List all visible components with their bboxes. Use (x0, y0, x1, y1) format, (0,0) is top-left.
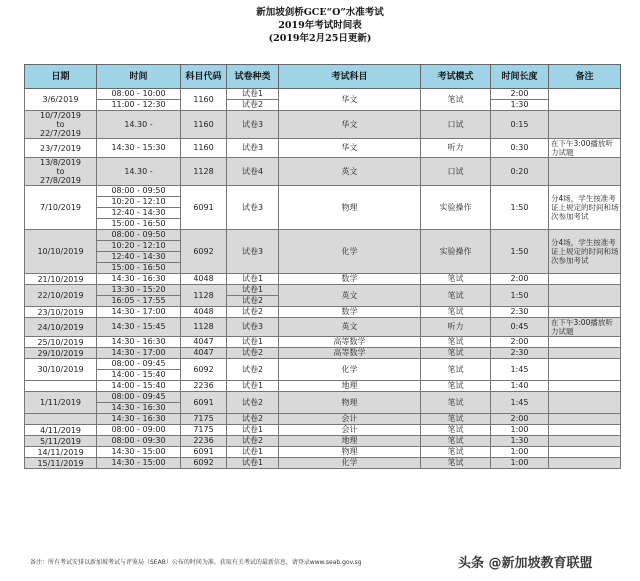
cell-paper: 试卷1 (227, 447, 279, 458)
table-row (25, 285, 621, 296)
cell-time: 14:30 - 15:00 (97, 458, 181, 469)
cell-note: 在下午3:00播放听力试题 (549, 139, 621, 158)
cell-date: 14/11/2019 (25, 447, 97, 458)
cell-code: 6092 (181, 230, 227, 274)
cell-paper: 试卷3 (227, 318, 279, 337)
cell-duration: 1:50 (491, 230, 549, 274)
schedule-title: 新加坡剑桥GCE“O”水准考试 (256, 7, 384, 18)
cell-mode: 口试 (421, 111, 491, 139)
cell-subject: 华文 (279, 139, 421, 158)
cell-date: 22/10/2019 (25, 285, 97, 307)
cell-code: 1160 (181, 111, 227, 139)
cell-time: 14.30 - (97, 158, 181, 186)
cell-mode: 实验操作 (421, 230, 491, 274)
cell-note (549, 89, 621, 111)
cell-subject: 物理 (279, 186, 421, 230)
cell-paper: 试卷1 (227, 458, 279, 469)
cell-paper: 试卷2 (227, 348, 279, 359)
table-row (25, 381, 621, 392)
cell-note (549, 307, 621, 318)
cell-subject: 会计 (279, 414, 421, 425)
cell-duration: 2:00 (491, 274, 549, 285)
cell-paper: 试卷2 (227, 296, 279, 307)
cell-paper: 试卷1 (227, 89, 279, 100)
cell-paper: 试卷3 (227, 230, 279, 274)
cell-note (549, 274, 621, 285)
cell-duration: 1:30 (491, 436, 549, 447)
cell-code: 6092 (181, 359, 227, 381)
cell-subject: 高等数学 (279, 337, 421, 348)
cell-subject: 化学 (279, 230, 421, 274)
cell-subject: 物理 (279, 392, 421, 414)
cell-date: 3/6/2019 (25, 89, 97, 111)
cell-time: 16:05 - 17:55 (97, 296, 181, 307)
cell-mode: 笔试 (421, 89, 491, 111)
cell-note: 在下午3:00播放听力试题 (549, 318, 621, 337)
cell-date: 21/10/2019 (25, 274, 97, 285)
cell-mode: 笔试 (421, 307, 491, 318)
cell-note (549, 337, 621, 348)
cell-code: 1128 (181, 158, 227, 186)
cell-duration: 1:50 (491, 285, 549, 307)
cell-duration: 1:40 (491, 381, 549, 392)
cell-mode: 笔试 (421, 337, 491, 348)
table-row (25, 436, 621, 447)
table-row (25, 307, 621, 318)
cell-note (549, 436, 621, 447)
cell-subject: 英文 (279, 318, 421, 337)
table-row (25, 414, 621, 425)
cell-time: 14:30 - 15:30 (97, 139, 181, 158)
cell-paper: 试卷2 (227, 100, 279, 111)
cell-code: 4047 (181, 337, 227, 348)
cell-paper: 试卷1 (227, 285, 279, 296)
cell-note (549, 111, 621, 139)
table-row (25, 458, 621, 469)
table-row (25, 186, 621, 197)
cell-duration: 2:30 (491, 307, 549, 318)
table-row (25, 318, 621, 337)
cell-code: 7175 (181, 425, 227, 436)
cell-duration: 1:00 (491, 458, 549, 469)
cell-subject: 地理 (279, 381, 421, 392)
table-row (25, 392, 621, 403)
table-row (25, 425, 621, 436)
exam-schedule-table (24, 64, 621, 469)
cell-subject: 英文 (279, 158, 421, 186)
cell-note (549, 447, 621, 458)
cell-time: 13:30 - 15:20 (97, 285, 181, 296)
cell-time: 14:30 - 16:30 (97, 414, 181, 425)
cell-date: 10/10/2019 (25, 230, 97, 274)
cell-code: 1128 (181, 318, 227, 337)
col-header-mode: 考试模式 (421, 65, 491, 89)
cell-mode: 实验操作 (421, 186, 491, 230)
cell-date: 25/10/2019 (25, 337, 97, 348)
cell-subject: 英文 (279, 285, 421, 307)
watermark: 头条 @新加坡教育联盟 (458, 556, 593, 571)
cell-date: 15/11/2019 (25, 458, 97, 469)
cell-mode: 听力 (421, 318, 491, 337)
cell-duration: 0:20 (491, 158, 549, 186)
cell-subject: 化学 (279, 458, 421, 469)
cell-date: 23/7/2019 (25, 139, 97, 158)
cell-duration: 1:45 (491, 359, 549, 381)
cell-time: 15:00 - 16:50 (97, 219, 181, 230)
cell-time: 08:00 - 09:30 (97, 436, 181, 447)
cell-date: 10/7/2019 to 22/7/2019 (25, 111, 97, 139)
cell-date: 4/11/2019 (25, 425, 97, 436)
cell-paper: 试卷1 (227, 381, 279, 392)
col-header-date: 日期 (25, 65, 97, 89)
cell-code: 7175 (181, 414, 227, 425)
cell-duration: 1:00 (491, 425, 549, 436)
cell-date: 30/10/2019 (25, 359, 97, 381)
cell-duration: 0:45 (491, 318, 549, 337)
cell-date: 1/11/2019 (25, 392, 97, 414)
cell-paper: 试卷1 (227, 425, 279, 436)
cell-time: 14:30 - 15:00 (97, 447, 181, 458)
table-row (25, 348, 621, 359)
cell-duration: 1:45 (491, 392, 549, 414)
cell-duration: 1:00 (491, 447, 549, 458)
cell-mode: 笔试 (421, 285, 491, 307)
cell-note (549, 425, 621, 436)
cell-duration: 0:15 (491, 111, 549, 139)
cell-date: 23/10/2019 (25, 307, 97, 318)
cell-duration: 2:00 (491, 414, 549, 425)
cell-code: 6092 (181, 458, 227, 469)
cell-note (549, 392, 621, 414)
table-row (25, 359, 621, 370)
cell-subject: 高等数学 (279, 348, 421, 359)
cell-time: 14:30 - 17:00 (97, 307, 181, 318)
col-header-code: 科目代码 (181, 65, 227, 89)
cell-mode: 笔试 (421, 458, 491, 469)
cell-date: 29/10/2019 (25, 348, 97, 359)
cell-code: 2236 (181, 436, 227, 447)
cell-duration: 0:30 (491, 139, 549, 158)
cell-code: 2236 (181, 381, 227, 392)
cell-time: 14:30 - 16:30 (97, 274, 181, 285)
cell-duration: 2:00 (491, 337, 549, 348)
cell-code: 4048 (181, 307, 227, 318)
cell-time: 14:30 - 15:45 (97, 318, 181, 337)
cell-date: 13/8/2019 to 27/8/2019 (25, 158, 97, 186)
cell-subject: 数学 (279, 307, 421, 318)
cell-time: 08:00 - 10:00 (97, 89, 181, 100)
table-row (25, 158, 621, 186)
cell-time: 08:00 - 09:50 (97, 186, 181, 197)
cell-time: 08:00 - 09:45 (97, 359, 181, 370)
cell-time: 12:40 - 14:30 (97, 208, 181, 219)
cell-paper: 试卷2 (227, 359, 279, 381)
table-header-row (25, 65, 621, 89)
cell-code: 6091 (181, 392, 227, 414)
cell-code: 4047 (181, 348, 227, 359)
cell-note (549, 348, 621, 359)
table-row (25, 111, 621, 139)
cell-mode: 笔试 (421, 425, 491, 436)
cell-time: 14:00 - 15:40 (97, 381, 181, 392)
cell-note (549, 158, 621, 186)
cell-mode: 笔试 (421, 447, 491, 458)
cell-paper: 试卷3 (227, 111, 279, 139)
cell-subject: 物理 (279, 447, 421, 458)
col-header-time: 时间 (97, 65, 181, 89)
cell-mode: 笔试 (421, 348, 491, 359)
cell-subject: 华文 (279, 111, 421, 139)
cell-code: 6091 (181, 447, 227, 458)
cell-paper: 试卷2 (227, 392, 279, 414)
cell-time: 12:40 - 14:30 (97, 252, 181, 263)
cell-note (549, 458, 621, 469)
table-body (25, 89, 621, 469)
cell-note (549, 285, 621, 307)
cell-time: 10:20 - 12:10 (97, 241, 181, 252)
cell-date: 5/11/2019 (25, 436, 97, 447)
cell-code: 1128 (181, 285, 227, 307)
cell-subject: 地理 (279, 436, 421, 447)
schedule-header (0, 6, 640, 45)
cell-duration: 2:00 (491, 89, 549, 100)
table-row (25, 139, 621, 158)
cell-mode: 笔试 (421, 359, 491, 381)
cell-mode: 笔试 (421, 392, 491, 414)
cell-time: 14:30 - 17:00 (97, 348, 181, 359)
cell-time: 15:00 - 16:50 (97, 263, 181, 274)
cell-time: 14.30 - (97, 111, 181, 139)
table-row (25, 447, 621, 458)
col-header-subject: 考试科目 (279, 65, 421, 89)
cell-time: 14:30 - 16:30 (97, 403, 181, 414)
cell-code: 6091 (181, 186, 227, 230)
cell-subject: 数学 (279, 274, 421, 285)
cell-code: 4048 (181, 274, 227, 285)
cell-subject: 会计 (279, 425, 421, 436)
cell-date: 24/10/2019 (25, 318, 97, 337)
cell-time: 14:30 - 16:30 (97, 337, 181, 348)
col-header-note: 备注 (549, 65, 621, 89)
table-row (25, 274, 621, 285)
cell-mode: 笔试 (421, 436, 491, 447)
cell-paper: 试卷3 (227, 186, 279, 230)
cell-mode: 口试 (421, 158, 491, 186)
cell-mode: 听力 (421, 139, 491, 158)
cell-mode: 笔试 (421, 274, 491, 285)
cell-time: 11:00 - 12:30 (97, 100, 181, 111)
cell-date (25, 381, 97, 392)
cell-mode: 笔试 (421, 381, 491, 392)
cell-note: 分4场，学生按准考证上规定的时间和场次参加考试 (549, 186, 621, 230)
cell-note: 分4场，学生按准考证上规定的时间和场次参加考试 (549, 230, 621, 274)
cell-date: 7/10/2019 (25, 186, 97, 230)
cell-duration: 1:30 (491, 100, 549, 111)
cell-note (549, 359, 621, 381)
cell-time: 08:00 - 09:45 (97, 392, 181, 403)
cell-paper: 试卷2 (227, 414, 279, 425)
table-row (25, 337, 621, 348)
schedule-updated: (2019年2月25日更新) (268, 33, 372, 44)
schedule-subtitle: 2019年考试时间表 (278, 20, 362, 31)
table-row (25, 230, 621, 241)
cell-time: 08:00 - 09:00 (97, 425, 181, 436)
cell-time: 08:00 - 09:50 (97, 230, 181, 241)
cell-mode: 笔试 (421, 414, 491, 425)
cell-duration: 2:30 (491, 348, 549, 359)
cell-note (549, 381, 621, 392)
cell-time: 14:00 - 15:40 (97, 370, 181, 381)
cell-paper: 试卷3 (227, 139, 279, 158)
cell-code: 1160 (181, 139, 227, 158)
col-header-paper: 试卷种类 (227, 65, 279, 89)
table-row (25, 89, 621, 100)
cell-note (549, 414, 621, 425)
cell-code: 1160 (181, 89, 227, 111)
cell-time: 10:20 - 12:10 (97, 197, 181, 208)
footer-note: 备注：所有考试安排以新加坡考试与评鉴局（SEAB）公布的时间为准。获取有关考试的最新信息，请登录www.seab.gov.sg (30, 559, 362, 566)
cell-paper: 试卷1 (227, 337, 279, 348)
cell-date (25, 414, 97, 425)
cell-duration: 1:50 (491, 186, 549, 230)
cell-paper: 试卷2 (227, 436, 279, 447)
cell-paper: 试卷4 (227, 158, 279, 186)
cell-subject: 华文 (279, 89, 421, 111)
cell-subject: 化学 (279, 359, 421, 381)
cell-paper: 试卷1 (227, 274, 279, 285)
col-header-duration: 时间长度 (491, 65, 549, 89)
cell-paper: 试卷2 (227, 307, 279, 318)
